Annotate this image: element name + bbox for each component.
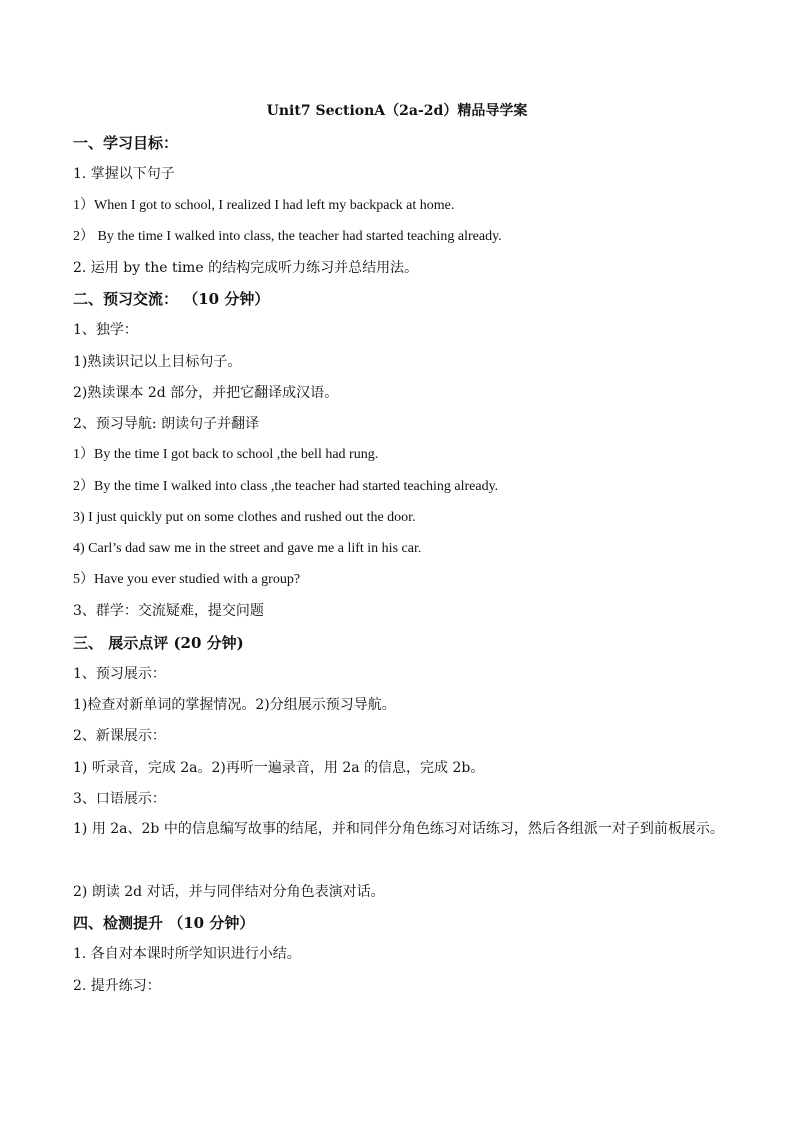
objective-item-1: 1. 掌握以下句子 [73, 166, 175, 182]
show-label-2: 2、新课展示： [73, 728, 166, 744]
group-study-label: 3、群学：交流疑难，提交问题 [73, 603, 264, 619]
section-heading-objectives: 一、学习目标： [73, 134, 179, 152]
show-label-1: 1、预习展示： [73, 666, 166, 682]
show-item-1: 1)检查对新单词的掌握情况。2)分组展示预习导航。 [73, 697, 396, 713]
objective-item-2: 2. 运用 by the time 的结构完成听力练习并总结用法。 [73, 260, 419, 276]
guide-sentence-3: 3) I just quickly put on some clothes and rushed out the door. [73, 510, 416, 525]
document-title: Unit7 SectionA（2a-2d）精品导学案 [266, 103, 528, 119]
guide-sentence-5: 5）Have you ever studied with a group? [73, 572, 301, 587]
show-item-3b: 2) 朗读 2d 对话，并与同伴结对分角色表演对话。 [73, 884, 385, 900]
show-label-3: 3、口语展示： [73, 791, 166, 807]
self-study-item-1: 1)熟读识记以上目标句子。 [73, 354, 242, 370]
test-item-2: 2. 提升练习： [73, 978, 161, 994]
self-study-item-2: 2)熟读课本 2d 部分，并把它翻译成汉语。 [73, 385, 339, 401]
section-heading-preview: 二、预习交流： （10 分钟） [73, 290, 270, 308]
section-heading-test: 四、检测提升 （10 分钟） [73, 914, 255, 932]
target-sentence-2: 2） By the time I walked into class, the teacher had started teaching already. [73, 229, 502, 244]
test-item-1: 1. 各自对本课时所学知识进行小结。 [73, 946, 301, 962]
guide-sentence-4: 4) Carl’s dad saw me in the street and gave me a lift in his car. [73, 541, 422, 556]
show-item-3a: 1) 用 2a、2b 中的信息编写故事的结尾，并和同伴分角色练习对话练习，然后各组派一对子到前板展示。 [73, 821, 724, 837]
guide-sentence-1: 1）By the time I got back to school ,the bell had rung. [73, 447, 379, 462]
self-study-label: 1、独学： [73, 322, 138, 338]
section-heading-show: 三、 展示点评 (20 分钟) [73, 634, 244, 652]
preview-guide-label: 2、预习导航: 朗读句子并翻译 [73, 416, 260, 432]
target-sentence-1: 1）When I got to school, I realized I had left my backpack at home. [73, 198, 455, 213]
guide-sentence-2: 2）By the time I walked into class ,the teacher had started teaching already. [73, 479, 499, 494]
show-item-2: 1) 听录音，完成 2a。2)再听一遍录音，用 2a 的信息，完成 2b。 [73, 760, 485, 776]
